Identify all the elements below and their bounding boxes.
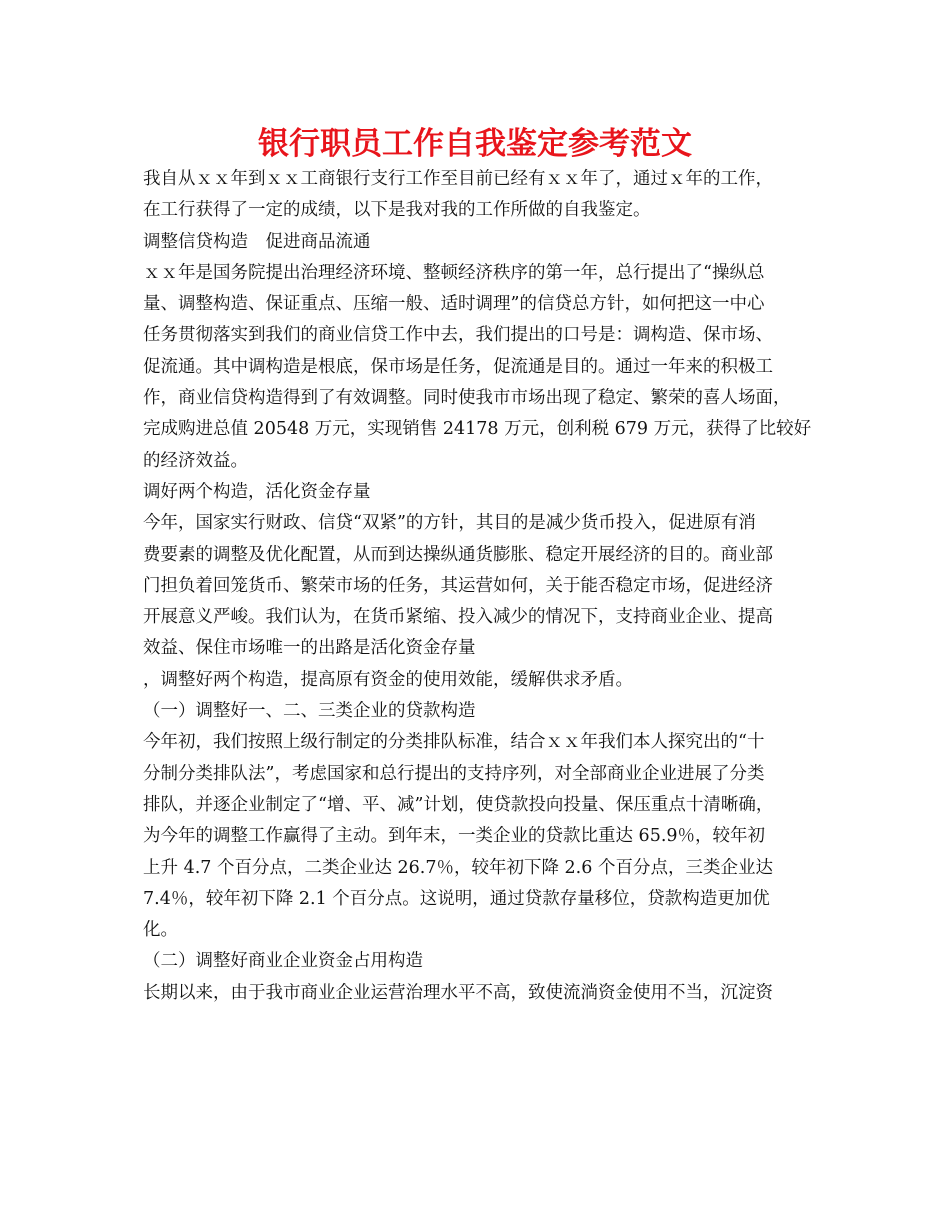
text-line: 量、调整构造、保证重点、压缩一般、适时调理”的信贷总方针，如何把这一中心 [143, 294, 765, 315]
section-heading: 调整信贷构造 促进商品流通 [143, 231, 371, 252]
text-line: 完成购进总值 20548 万元，实现销售 24178 万元，创利税 679 万元，获得了比较好 [143, 419, 812, 440]
subsection-heading: （一）调整好一、二、三类企业的贷款构造 [143, 701, 476, 722]
subsection-heading: （二）调整好商业企业资金占用构造 [143, 951, 423, 972]
text-line: 在工行获得了一定的成绩，以下是我对我的工作所做的自我鉴定。 [143, 200, 651, 221]
text-line: 的经济效益。 [143, 450, 248, 471]
text-line: 今年初，我们按照上级行制定的分类排队标准，结合ｘｘ年我们本人探究出的“十 [143, 732, 765, 753]
text-line: 上升 4.7 个百分点，二类企业达 26.7％，较年初下降 2.6 个百分点，三类企业达 [143, 857, 773, 878]
text-line: 化。 [143, 920, 178, 941]
text-line: 效益、保住市场唯一的出路是活化资金存量 [143, 638, 476, 659]
text-line: 我自从ｘｘ年到ｘｘ工商银行支行工作至目前已经有ｘｘ年了，通过ｘ年的工作， [143, 169, 773, 189]
text-line: 任务贯彻落实到我们的商业信贷工作中去，我们提出的口号是：调构造、保市场、 [143, 325, 773, 346]
text-line: 门担负着回笼货币、繁荣市场的任务，其运营如何，关于能否稳定市场，促进经济 [143, 575, 773, 596]
text-line: 排队，并逐企业制定了“增、平、减”计划，使贷款投向投量、保压重点十清晰确， [143, 794, 774, 815]
section-heading: 调好两个构造，活化资金存量 [143, 481, 371, 502]
text-line: 长期以来，由于我市商业企业运营治理水平不高，致使流淌资金使用不当，沉淀资 [143, 982, 773, 1003]
text-line: 开展意义严峻。我们认为，在货币紧缩、投入减少的情况下，支持商业企业、提高 [143, 607, 773, 628]
text-line: 费要素的调整及优化配置，从而到达操纵通货膨胀、稳定开展经济的目的。商业部 [143, 544, 773, 565]
text-line: 促流通。其中调构造是根底，保市场是任务，促流通是目的。通过一年来的积极工 [143, 356, 773, 377]
text-line: ，调整好两个构造，提高原有资金的使用效能，缓解供求矛盾。 [143, 669, 633, 690]
document-body [143, 164, 823, 1009]
text-line: ｘｘ年是国务院提出治理经济环境、整顿经济秩序的第一年，总行提出了“操纵总 [143, 262, 765, 283]
text-line: 今年，国家实行财政、信贷“双紧”的方针，其目的是减少货币投入，促进原有消 [143, 513, 756, 534]
text-line: 为今年的调整工作赢得了主动。到年末，一类企业的贷款比重达 65.9％，较年初 [143, 826, 766, 847]
text-line: 作，商业信贷构造得到了有效调整。同时使我市市场出现了稳定、繁荣的喜人场面， [143, 388, 791, 409]
text-line: 分制分类排队法”，考虑国家和总行提出的支持序列，对全部商业企业进展了分类 [143, 763, 765, 784]
text-line: 7.4％，较年初下降 2.1 个百分点。这说明，通过贷款存量移位，贷款构造更加优 [143, 888, 770, 909]
document-title: 银行职员工作自我鉴定参考范文 [258, 126, 692, 162]
